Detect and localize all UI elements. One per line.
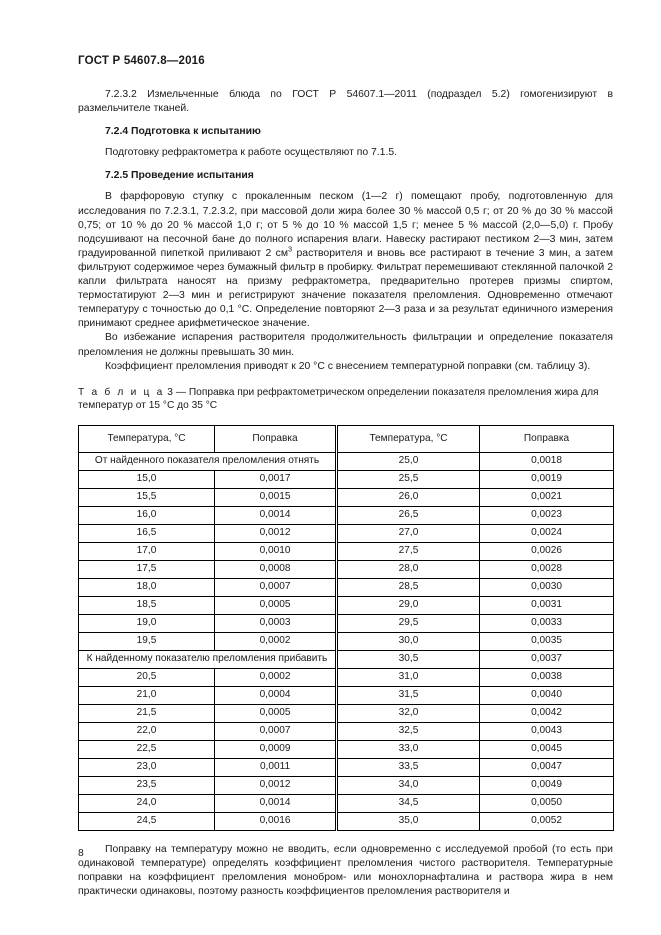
paragraph-7-2-5-procedure (78, 190, 613, 331)
cell-temperature: 27,5 (337, 542, 480, 560)
cell-temperature: 33,5 (337, 758, 480, 776)
cell-temperature: 35,0 (337, 812, 480, 830)
header-correction-right: Поправка (480, 425, 614, 452)
paragraph-7-2-3-2: 7.2.3.2 Измельченные блюда по ГОСТ Р 54607.1—2011 (подраздел 5.2) гомогенизируют в размельчителе тканей. (78, 89, 613, 115)
cell-temperature: 25,0 (337, 452, 480, 470)
table-caption-label: Т а б л и ц а (78, 386, 165, 398)
cell-correction: 0,0038 (480, 668, 614, 686)
cell-temperature: 29,0 (337, 596, 480, 614)
temperature-correction-table (78, 425, 614, 831)
cell-correction: 0,0012 (215, 524, 337, 542)
page-content (78, 88, 613, 899)
cell-temperature: 28,0 (337, 560, 480, 578)
cell-correction: 0,0045 (480, 740, 614, 758)
header-temperature-right: Температура, °C (337, 425, 480, 452)
cell-correction: 0,0024 (480, 524, 614, 542)
cell-temperature: 30,0 (337, 632, 480, 650)
cell-temperature: 27,0 (337, 524, 480, 542)
cell-correction: 0,0014 (215, 506, 337, 524)
cell-correction: 0,0007 (215, 722, 337, 740)
paragraph-7-2-4: Подготовку рефрактометра к работе осуществляют по 7.1.5. (105, 147, 398, 159)
cell-temperature: 19,0 (79, 614, 215, 632)
cell-temperature: 22,0 (79, 722, 215, 740)
heading-7-2-5: 7.2.5 Проведение испытания (105, 170, 254, 182)
cell-correction: 0,0010 (215, 542, 337, 560)
cell-correction: 0,0021 (480, 488, 614, 506)
spacer (78, 139, 613, 146)
table-row (79, 524, 614, 542)
paragraph-final-note: Поправку на температуру можно не вводить, если одновременно с исследуемой пробой (то есть при одинаковой температуре) определять коэффициент преломления чистого растворителя. Температурные поправки на коэффициент преломления монобром- или монохлорнафталина и раствора жира в нем практически одинаковы, поэтому разность коэффициентов преломления растворителя и (78, 843, 613, 898)
cell-correction: 0,0008 (215, 560, 337, 578)
table-row (79, 794, 614, 812)
cell-temperature: 17,5 (79, 560, 215, 578)
table-row (79, 812, 614, 830)
cell-correction: 0,0005 (215, 596, 337, 614)
cell-temperature: 16,5 (79, 524, 215, 542)
cell-temperature: 19,5 (79, 632, 215, 650)
table-row (79, 506, 614, 524)
cell-temperature: 21,0 (79, 686, 215, 704)
cell-correction: 0,0030 (480, 578, 614, 596)
paragraph-7-2-5-coefficient: Коэффициент преломления приводят к 20 °C с внесением температурной поправки (см. таблицу 3). (105, 360, 591, 372)
cell-correction: 0,0042 (480, 704, 614, 722)
table-row (79, 596, 614, 614)
heading-7-2-4: 7.2.4 Подготовка к испытанию (105, 126, 261, 138)
cell-temperature: 18,5 (79, 596, 215, 614)
table-header-row (79, 425, 614, 452)
cell-temperature: 15,5 (79, 488, 215, 506)
table-row (79, 632, 614, 650)
header-temperature-left: Температура, °C (79, 425, 215, 452)
cubic-centimeter-exponent: 3 (288, 244, 293, 254)
cell-correction: 0,0005 (215, 704, 337, 722)
spacer (78, 374, 613, 386)
cell-correction: 0,0028 (480, 560, 614, 578)
table-row (79, 758, 614, 776)
table-caption (78, 386, 613, 413)
cell-temperature: 23,5 (79, 776, 215, 794)
table-row (79, 488, 614, 506)
cell-correction: 0,0002 (215, 668, 337, 686)
cell-temperature: 25,5 (337, 470, 480, 488)
cell-correction: 0,0026 (480, 542, 614, 560)
cell-correction: 0,0043 (480, 722, 614, 740)
table-row (79, 452, 614, 470)
cell-correction: 0,0009 (215, 740, 337, 758)
cell-temperature: 22,5 (79, 740, 215, 758)
cell-correction: 0,0037 (480, 650, 614, 668)
cell-temperature: 31,5 (337, 686, 480, 704)
cell-correction: 0,0050 (480, 794, 614, 812)
cell-temperature: 16,0 (79, 506, 215, 524)
paragraph-7-2-5-evaporation: Во избежание испарения растворителя продолжительность фильтрации и определение показателя преломления не должны превышать 30 мин. (78, 332, 613, 358)
table-row (79, 686, 614, 704)
spacer (78, 183, 613, 190)
cell-correction: 0,0017 (215, 470, 337, 488)
header-correction-left: Поправка (215, 425, 337, 452)
table-row (79, 614, 614, 632)
table-body (79, 425, 614, 830)
running-head: ГОСТ Р 54607.8—2016 (78, 55, 205, 67)
cell-correction: 0,0040 (480, 686, 614, 704)
cell-temperature: 31,0 (337, 668, 480, 686)
cell-temperature: 23,0 (79, 758, 215, 776)
cell-temperature: 24,0 (79, 794, 215, 812)
cell-correction: 0,0014 (215, 794, 337, 812)
cell-temperature: 20,5 (79, 668, 215, 686)
table-caption-number: 3 (167, 386, 173, 398)
table-row (79, 650, 614, 668)
table-row (79, 542, 614, 560)
cell-temperature: 26,5 (337, 506, 480, 524)
cell-temperature: 29,5 (337, 614, 480, 632)
note-subtract: От найденного показателя преломления отнять (79, 452, 337, 470)
cell-temperature: 32,5 (337, 722, 480, 740)
paragraph-7-2-5-text-b: растворителя и вновь все растирают в течение 3 мин, а затем фильтруют содержимое через бумажный фильтр в пробирку. Фильтрат перемешивают стеклянной палочкой 2 капли фильтрата наносят на призму рефрактометра, предварительно протерев призмы спиртом, термостатируют 2—3 мин и регистрируют значение показателя преломления. Одновременно отмечают температуру с точностью до 0,1 °C. Определение повторяют 2—3 раза и за результат единичного измерения принимают среднее арифметическое значение. (78, 247, 614, 330)
spacer (78, 160, 613, 169)
cell-correction: 0,0003 (215, 614, 337, 632)
cell-temperature: 26,0 (337, 488, 480, 506)
table-row (79, 722, 614, 740)
cell-temperature: 33,0 (337, 740, 480, 758)
cell-correction: 0,0023 (480, 506, 614, 524)
table-row (79, 470, 614, 488)
spacer (78, 831, 613, 843)
cell-temperature: 30,5 (337, 650, 480, 668)
cell-correction: 0,0047 (480, 758, 614, 776)
cell-correction: 0,0033 (480, 614, 614, 632)
table-row (79, 560, 614, 578)
spacer (78, 116, 613, 125)
cell-temperature: 18,0 (79, 578, 215, 596)
cell-temperature: 34,0 (337, 776, 480, 794)
cell-temperature: 15,0 (79, 470, 215, 488)
note-add: К найденному показателю преломления прибавить (79, 650, 337, 668)
table-row (79, 740, 614, 758)
page-number: 8 (78, 848, 84, 859)
cell-temperature: 21,5 (79, 704, 215, 722)
cell-correction: 0,0012 (215, 776, 337, 794)
table-row (79, 776, 614, 794)
table-caption-text: — Поправка при рефрактометрическом определении показателя преломления жира для температур от 15 °C до 35 °C (78, 386, 599, 412)
cell-correction: 0,0019 (480, 470, 614, 488)
cell-correction: 0,0031 (480, 596, 614, 614)
cell-temperature: 34,5 (337, 794, 480, 812)
cell-correction: 0,0002 (215, 632, 337, 650)
cell-temperature: 24,5 (79, 812, 215, 830)
cell-correction: 0,0049 (480, 776, 614, 794)
cell-correction: 0,0035 (480, 632, 614, 650)
cell-correction: 0,0018 (480, 452, 614, 470)
cell-temperature: 32,0 (337, 704, 480, 722)
table-row (79, 704, 614, 722)
table-row (79, 668, 614, 686)
cell-temperature: 17,0 (79, 542, 215, 560)
cell-correction: 0,0011 (215, 758, 337, 776)
cell-correction: 0,0016 (215, 812, 337, 830)
cell-correction: 0,0015 (215, 488, 337, 506)
cell-correction: 0,0004 (215, 686, 337, 704)
cell-correction: 0,0007 (215, 578, 337, 596)
paragraph-7-2-5-text-a: В фарфоровую ступку с прокаленным песком (1—2 г) помещают пробу, подготовленную для исследования по 7.2.3.1, 7.2.3.2, при массовой доли жира более 30 % массой 0,5 г; от 20 % до 30 % массой 0,75; от 10 % до 20 % массой 1,0 г; от 5 % до 10 % массой 1,5 г; менее 5 % массой (2,0—5,0) г. Пробу подсушивают на песочной бане до полного испарения влаги. Навеску растирают пестиком 2—3 мин, затем градуированной пипеткой приливают 2 см (78, 191, 613, 259)
cell-temperature: 28,5 (337, 578, 480, 596)
cell-correction: 0,0052 (480, 812, 614, 830)
table-row (79, 578, 614, 596)
